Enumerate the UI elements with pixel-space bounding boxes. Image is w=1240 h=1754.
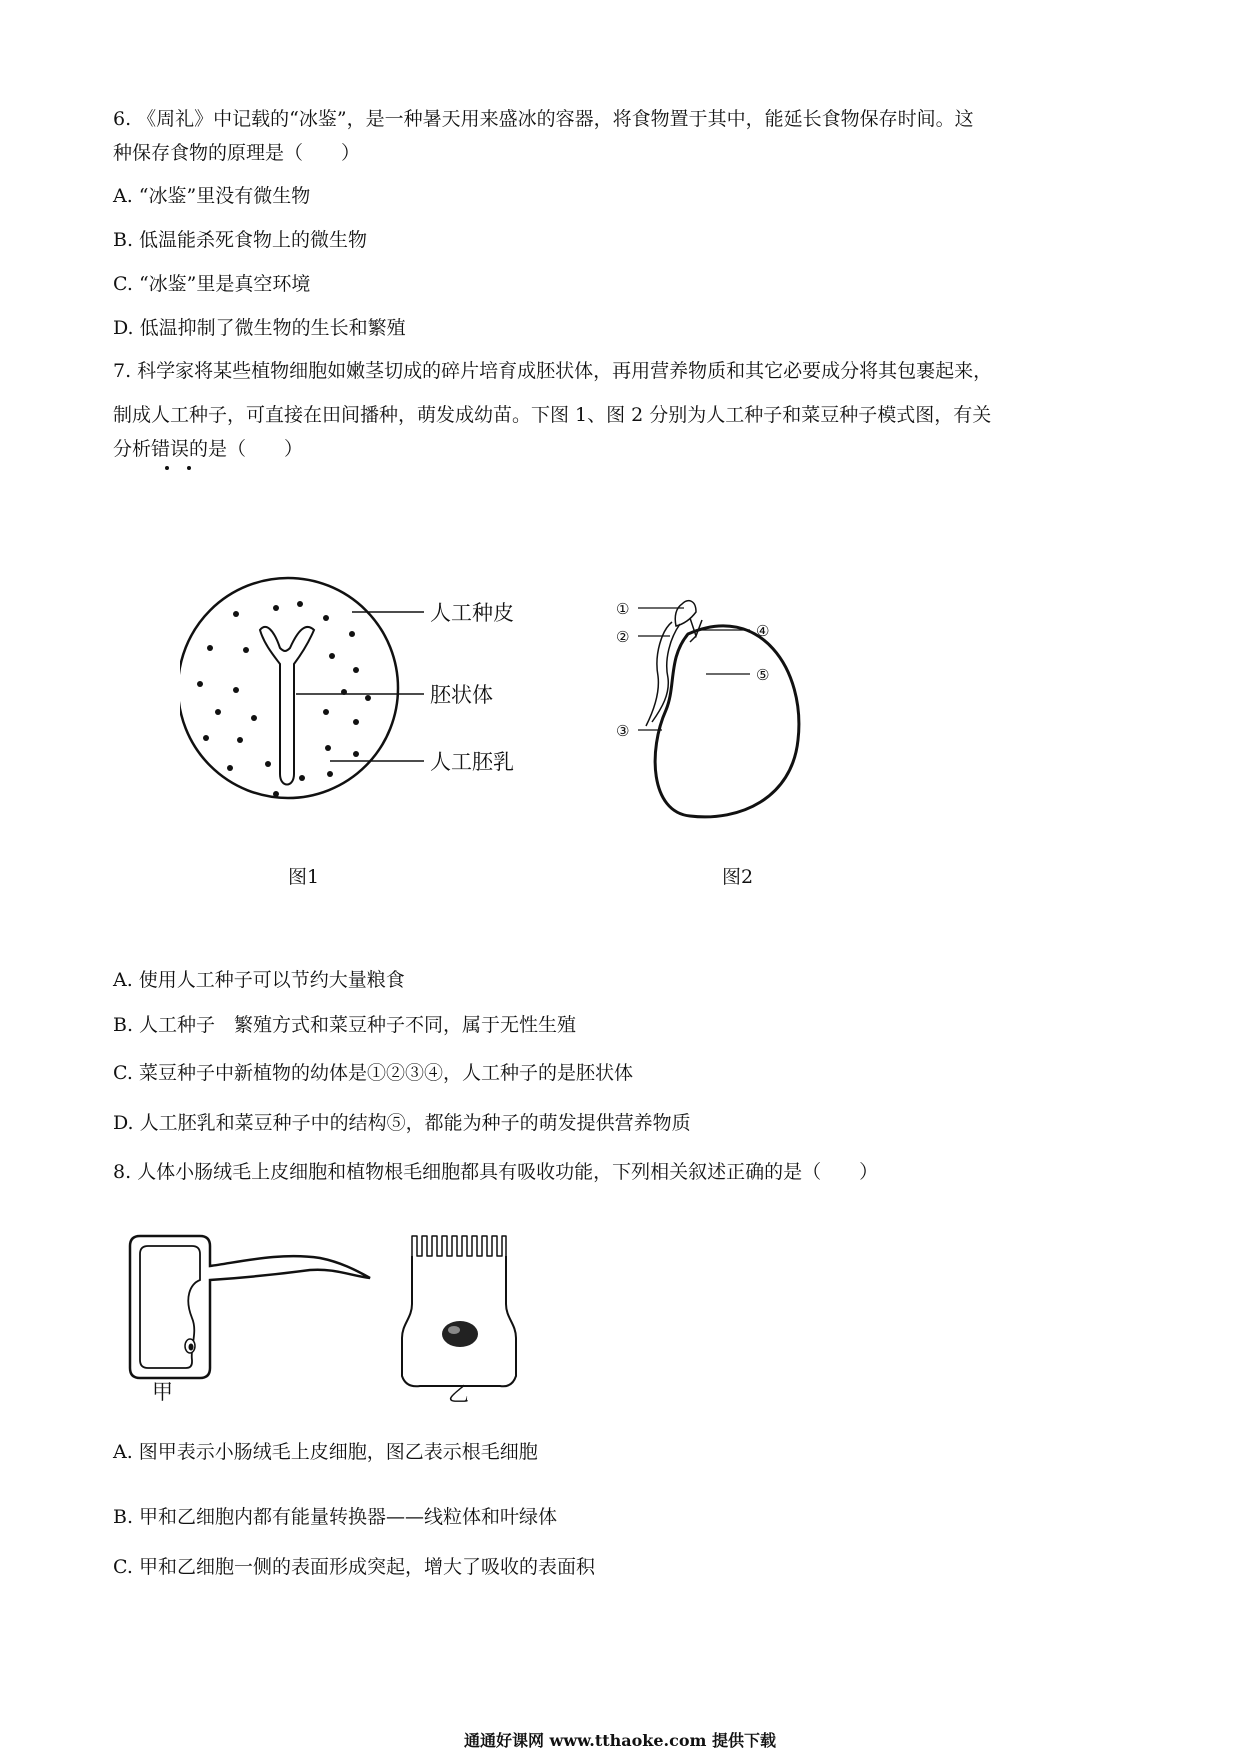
label-jia: 甲 bbox=[152, 1380, 173, 1404]
label-embryoid: 胚状体 bbox=[430, 683, 493, 707]
seed-outline bbox=[655, 626, 799, 817]
q7-option-d: D. 人工胚乳和菜豆种子中的结构⑤，都能为种子的萌发提供营养物质 bbox=[113, 1112, 691, 1134]
microvilli bbox=[412, 1236, 506, 1256]
figure-cells bbox=[120, 1228, 540, 1398]
epithelial-nucleus bbox=[442, 1321, 478, 1347]
root-hair-cell-outer bbox=[130, 1236, 370, 1378]
nucleus-highlight bbox=[448, 1326, 460, 1334]
q8-option-a: A. 图甲表示小肠绒毛上皮细胞，图乙表示根毛细胞 bbox=[113, 1441, 538, 1463]
q7-stem-line1: 7. 科学家将某些植物细胞如嫩茎切成的碎片培育成胚状体，再用营养物质和其它必要成分将其包裹起来， bbox=[113, 360, 993, 382]
q8-stem: 8. 人体小肠绒毛上皮细胞和植物根毛细胞都具有吸收功能，下列相关叙述正确的是（ ） bbox=[113, 1161, 879, 1183]
figure-bean-seed bbox=[610, 590, 880, 840]
label-yi: 乙 bbox=[448, 1382, 469, 1406]
endosperm-dots bbox=[197, 601, 371, 797]
q7-stem-line2: 制成人工种子，可直接在田间播种，萌发成幼苗。下图 1、图 2 分别为人工种子和菜豆种子模式图，有关 bbox=[113, 404, 992, 426]
page-footer: 通通好课网 www.tthaoke.com 提供下载 bbox=[463, 1731, 777, 1750]
q6-stem-line2: 种保存食物的原理是（ ） bbox=[113, 142, 361, 164]
emphasis-dot bbox=[165, 466, 169, 470]
marker-1: ① bbox=[616, 600, 630, 618]
q7-option-c: C. 菜豆种子中新植物的幼体是①②③④，人工种子的是胚状体 bbox=[113, 1062, 633, 1084]
q8-option-b: B. 甲和乙细胞内都有能量转换器——线粒体和叶绿体 bbox=[113, 1506, 558, 1528]
label-artificial-endosperm: 人工胚乳 bbox=[430, 750, 514, 774]
q7-option-b: B. 人工种子 繁殖方式和菜豆种子不同，属于无性生殖 bbox=[113, 1014, 577, 1036]
q6-option-a: A. “冰鉴”里没有微生物 bbox=[113, 185, 311, 207]
plumule bbox=[675, 601, 696, 626]
fig2-caption: 图2 bbox=[722, 866, 754, 888]
root-hair-nucleolus bbox=[189, 1344, 194, 1351]
emphasis-dot bbox=[187, 466, 191, 470]
embryoid-shape bbox=[260, 627, 314, 785]
marker-3: ③ bbox=[616, 722, 630, 740]
marker-5: ⑤ bbox=[756, 666, 770, 684]
fig1-caption: 图1 bbox=[288, 866, 320, 888]
label-artificial-seed-coat: 人工种皮 bbox=[430, 601, 514, 625]
q8-option-c: C. 甲和乙细胞一侧的表面形成突起，增大了吸收的表面积 bbox=[113, 1556, 595, 1578]
marker-2: ② bbox=[616, 628, 630, 646]
q6-stem-line1: 6. 《周礼》中记载的“冰鉴”，是一种暑天用来盛冰的容器，将食物置于其中，能延长食物保存时间。这 bbox=[113, 108, 974, 130]
marker-4: ④ bbox=[756, 622, 770, 640]
q6-option-b: B. 低温能杀死食物上的微生物 bbox=[113, 229, 368, 251]
q6-option-d: D. 低温抑制了微生物的生长和繁殖 bbox=[113, 317, 406, 339]
q6-option-c: C. “冰鉴”里是真空环境 bbox=[113, 273, 311, 295]
seed-coat-circle bbox=[180, 578, 398, 798]
q7-option-a: A. 使用人工种子可以节约大量粮食 bbox=[113, 969, 405, 991]
figure-artificial-seed bbox=[180, 560, 540, 820]
q7-stem-line3: 分析错误的是（ ） bbox=[113, 438, 304, 460]
